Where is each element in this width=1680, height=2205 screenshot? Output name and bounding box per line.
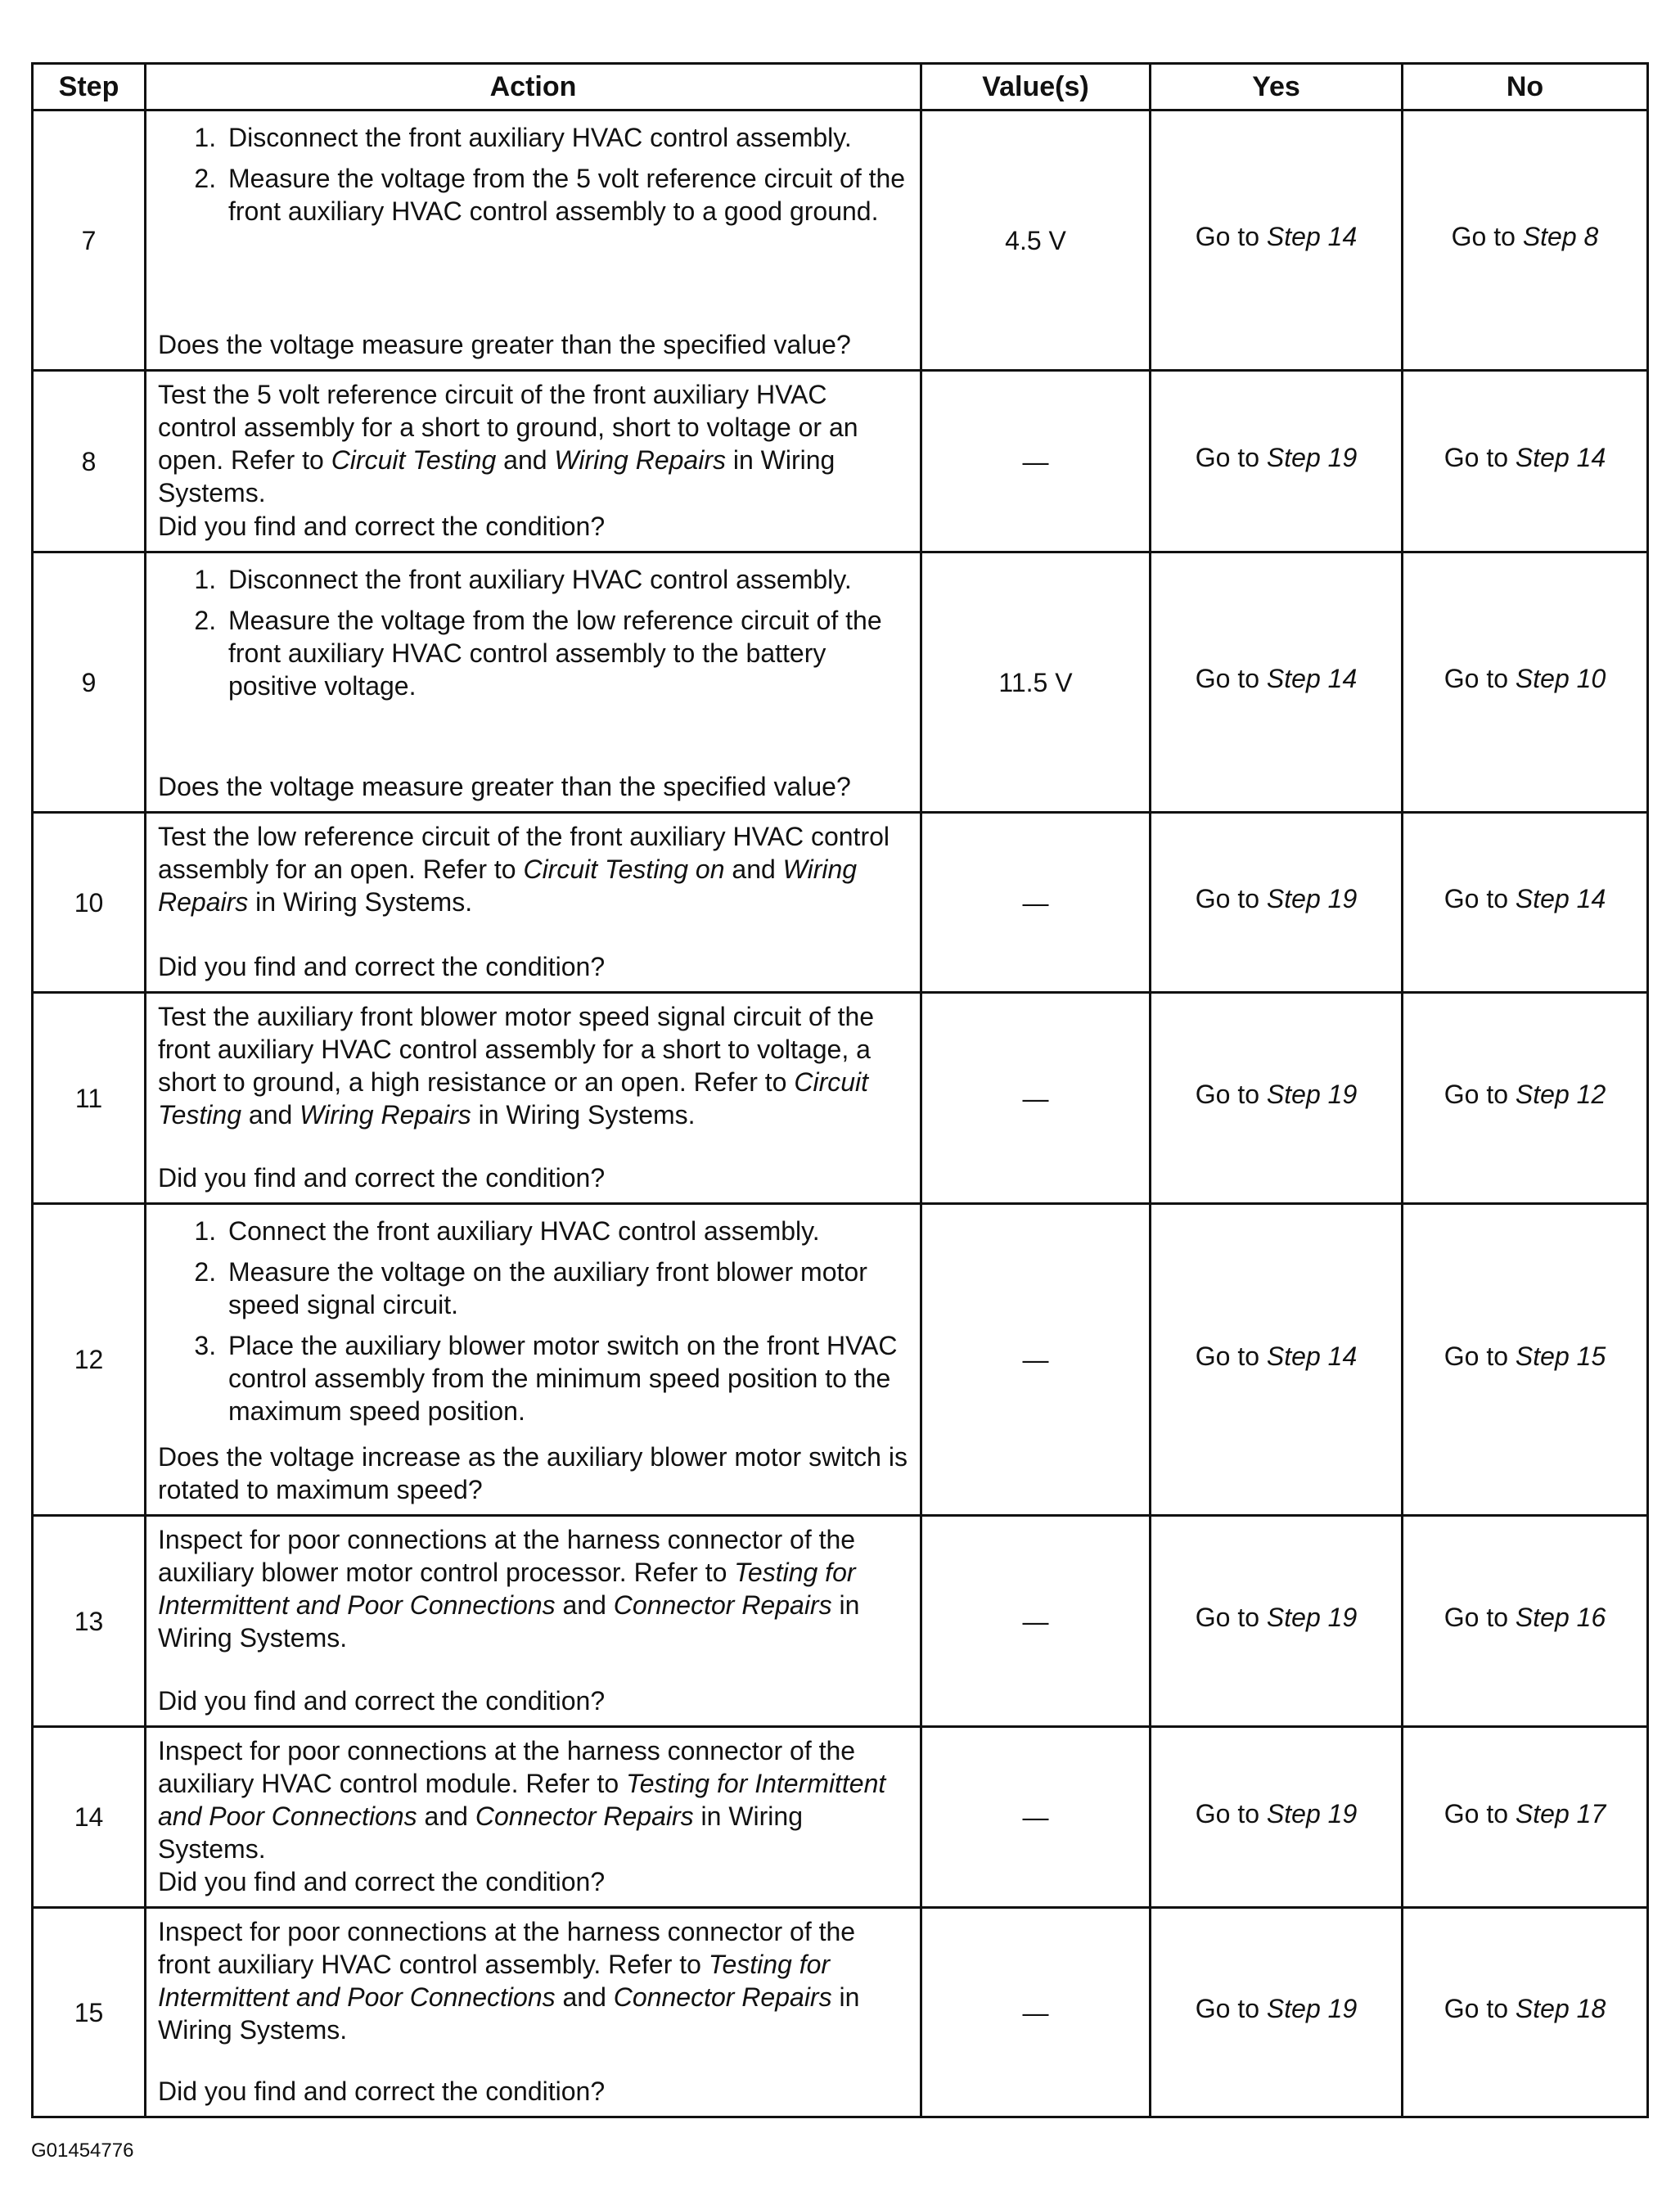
table-row — [33, 1908, 1648, 2117]
header-values: Value(s) — [921, 64, 1151, 110]
no-cell — [1403, 813, 1648, 993]
yes-cell — [1151, 110, 1403, 371]
substep: 2. Measure the voltage from the low reference circuit of the front auxiliary HVAC control assembly to the battery positive voltage. — [223, 604, 908, 702]
goto-step-link[interactable]: Step 10 — [1515, 664, 1606, 693]
action-text — [158, 1523, 908, 1654]
value-cell: — — [921, 1516, 1151, 1727]
action-text-part: Inspect for poor connections at the harness connector of the auxiliary HVAC control module. Refer to — [158, 1736, 856, 1798]
yes-cell — [1151, 993, 1403, 1204]
reference-link[interactable]: Circuit Testing — [331, 445, 497, 475]
action-text-part: in Wiring Systems. — [158, 1982, 860, 2045]
goto-prefix: Go to — [1195, 1080, 1267, 1109]
action-text-part: Test the auxiliary front blower motor speed signal circuit of the front auxiliary HVAC control assembly for a short to voltage, a short to ground, a high resistance or an open. Refer to — [158, 1002, 875, 1097]
header-action: Action — [146, 64, 921, 110]
table-row — [33, 552, 1648, 813]
goto-prefix: Go to — [1444, 1798, 1516, 1828]
action-question: Did you find and correct the condition? — [158, 2076, 606, 2106]
reference-link[interactable]: Wiring Repairs — [554, 445, 726, 475]
goto-prefix: Go to — [1444, 1341, 1516, 1371]
action-text-part: in Wiring Systems. — [158, 445, 835, 507]
action-text — [158, 820, 908, 918]
header-row — [33, 64, 1648, 110]
substep: 3. Place the auxiliary blower motor switch on the front HVAC control assembly from the minimum speed position to the maximum speed position. — [223, 1329, 908, 1427]
substep-list — [158, 563, 908, 710]
step-number: 9 — [33, 552, 146, 813]
action-question: Did you find and correct the condition? — [158, 952, 606, 981]
action-question: Did you find and correct the condition? — [158, 1867, 606, 1896]
value-cell: — — [921, 993, 1151, 1204]
table-row — [33, 993, 1648, 1204]
action-text — [158, 1915, 908, 2046]
yes-cell — [1151, 1727, 1403, 1908]
goto-prefix: Go to — [1195, 1798, 1267, 1828]
action-text-part: Test the low reference circuit of the front auxiliary HVAC control assembly for an open. Refer to — [158, 822, 890, 884]
yes-cell — [1151, 813, 1403, 993]
action-text-part: and — [555, 1590, 614, 1620]
substep-list — [158, 1215, 908, 1436]
goto-step-link[interactable]: Step 18 — [1515, 1994, 1606, 2023]
table-row — [33, 1516, 1648, 1727]
action-text-part: Inspect for poor connections at the harness connector of the auxiliary blower motor control processor. Refer to — [158, 1525, 856, 1587]
value-cell: — — [921, 371, 1151, 552]
action-text-part: and — [241, 1100, 300, 1130]
action-text-part: in Wiring Systems. — [248, 887, 473, 917]
action-cell — [146, 1908, 921, 2117]
header-yes: Yes — [1151, 64, 1403, 110]
no-cell — [1403, 1204, 1648, 1516]
goto-step-link[interactable]: Step 14 — [1266, 222, 1358, 251]
reference-link[interactable]: Testing for Intermittent and Poor Connections — [158, 1558, 856, 1620]
action-cell — [146, 552, 921, 813]
table-row — [33, 1204, 1648, 1516]
action-cell — [146, 371, 921, 552]
value-cell: 11.5 V — [921, 552, 1151, 813]
no-cell — [1403, 993, 1648, 1204]
substep: 1. Disconnect the front auxiliary HVAC control assembly. — [223, 563, 908, 596]
value-cell: — — [921, 1908, 1151, 2117]
goto-prefix: Go to — [1195, 1994, 1267, 2023]
goto-prefix: Go to — [1444, 1994, 1516, 2023]
action-text-part: Inspect for poor connections at the harness connector of the front auxiliary HVAC control assembly. Refer to — [158, 1917, 856, 1979]
goto-step-link[interactable]: Step 14 — [1266, 664, 1358, 693]
no-cell — [1403, 1908, 1648, 2117]
action-text-part: and — [417, 1801, 475, 1831]
step-number: 15 — [33, 1908, 146, 2117]
action-question: Did you find and correct the condition? — [158, 1686, 606, 1716]
goto-step-link[interactable]: Step 8 — [1522, 222, 1599, 251]
step-number: 7 — [33, 110, 146, 371]
substep: 1. Connect the front auxiliary HVAC control assembly. — [223, 1215, 908, 1247]
substep: 1. Disconnect the front auxiliary HVAC control assembly. — [223, 121, 908, 154]
action-text-part: and — [496, 445, 555, 475]
goto-prefix: Go to — [1195, 443, 1267, 472]
header-no: No — [1403, 64, 1648, 110]
yes-cell — [1151, 1516, 1403, 1727]
action-cell — [146, 1516, 921, 1727]
goto-prefix: Go to — [1444, 443, 1516, 472]
action-question: Does the voltage measure greater than the specified value? — [158, 330, 851, 359]
action-text — [158, 378, 908, 509]
step-number: 12 — [33, 1204, 146, 1516]
reference-link[interactable]: Connector Repairs — [475, 1801, 694, 1831]
no-cell — [1403, 1727, 1648, 1908]
yes-cell — [1151, 552, 1403, 813]
action-cell — [146, 993, 921, 1204]
action-cell — [146, 1204, 921, 1516]
diagnostic-table — [31, 62, 1649, 2118]
yes-cell — [1151, 1204, 1403, 1516]
action-text — [158, 1000, 908, 1131]
goto-step-link[interactable]: Step 14 — [1515, 884, 1606, 913]
substep: 2. Measure the voltage from the 5 volt reference circuit of the front auxiliary HVAC control assembly to a good ground. — [223, 162, 908, 228]
no-cell — [1403, 1516, 1648, 1727]
goto-prefix: Go to — [1444, 664, 1516, 693]
goto-step-link[interactable]: Step 19 — [1266, 1080, 1358, 1109]
table-row — [33, 371, 1648, 552]
reference-link[interactable]: Connector Repairs — [613, 1590, 832, 1620]
goto-prefix: Go to — [1451, 222, 1523, 251]
reference-link[interactable]: Circuit Testing on — [523, 854, 725, 884]
reference-link[interactable]: Wiring Repairs — [300, 1100, 471, 1130]
table-row — [33, 1727, 1648, 1908]
action-text-part: Test the 5 volt reference circuit of the front auxiliary HVAC control assembly for a short to ground, short to voltage or an open. Refer to — [158, 380, 858, 475]
goto-step-link[interactable]: Step 17 — [1515, 1798, 1606, 1828]
figure-code: G01454776 — [31, 2140, 134, 2162]
goto-step-link[interactable]: Step 19 — [1266, 884, 1358, 913]
step-number: 10 — [33, 813, 146, 993]
step-number: 14 — [33, 1727, 146, 1908]
goto-step-link[interactable]: Step 19 — [1266, 1798, 1358, 1828]
goto-prefix: Go to — [1195, 1603, 1267, 1632]
action-text-part: in Wiring Systems. — [158, 1801, 803, 1864]
goto-step-link[interactable]: Step 14 — [1515, 443, 1606, 472]
value-cell: 4.5 V — [921, 110, 1151, 371]
reference-link[interactable]: Circuit Testing — [158, 1067, 869, 1130]
action-cell — [146, 813, 921, 993]
action-text-part: and — [724, 854, 783, 884]
goto-step-link[interactable]: Step 12 — [1515, 1080, 1606, 1109]
action-text-part: in Wiring Systems. — [471, 1100, 696, 1130]
goto-step-link[interactable]: Step 16 — [1515, 1603, 1606, 1632]
step-number: 8 — [33, 371, 146, 552]
goto-step-link[interactable]: Step 19 — [1266, 1603, 1358, 1632]
table-row — [33, 110, 1648, 371]
goto-step-link[interactable]: Step 19 — [1266, 443, 1358, 472]
goto-prefix: Go to — [1444, 1080, 1516, 1109]
yes-cell — [1151, 1908, 1403, 2117]
value-cell: — — [921, 1727, 1151, 1908]
action-text — [158, 1734, 908, 1865]
no-cell — [1403, 110, 1648, 371]
action-text-part: in Wiring Systems. — [158, 1590, 860, 1653]
action-question: Did you find and correct the condition? — [158, 1163, 606, 1193]
goto-prefix: Go to — [1195, 664, 1267, 693]
goto-prefix: Go to — [1444, 1603, 1516, 1632]
action-question: Does the voltage increase as the auxiliary blower motor switch is rotated to maximum speed? — [158, 1442, 908, 1504]
goto-step-link[interactable]: Step 14 — [1266, 1341, 1358, 1371]
goto-prefix: Go to — [1195, 884, 1267, 913]
action-question: Does the voltage measure greater than the specified value? — [158, 772, 851, 801]
action-cell — [146, 1727, 921, 1908]
substep: 2. Measure the voltage on the auxiliary front blower motor speed signal circuit. — [223, 1256, 908, 1321]
goto-prefix: Go to — [1195, 1341, 1267, 1371]
reference-link[interactable]: Connector Repairs — [613, 1982, 832, 2012]
step-number: 11 — [33, 993, 146, 1204]
step-number: 13 — [33, 1516, 146, 1727]
reference-link[interactable]: Testing for Intermittent and Poor Connections — [158, 1769, 886, 1831]
action-text-part: and — [555, 1982, 614, 2012]
value-cell: — — [921, 813, 1151, 993]
substep-list — [158, 121, 908, 236]
reference-link[interactable]: Testing for Intermittent and Poor Connections — [158, 1950, 831, 2012]
header-step: Step — [33, 64, 146, 110]
no-cell — [1403, 552, 1648, 813]
goto-step-link[interactable]: Step 15 — [1515, 1341, 1606, 1371]
table-row — [33, 813, 1648, 993]
goto-step-link[interactable]: Step 19 — [1266, 1994, 1358, 2023]
action-cell — [146, 110, 921, 371]
no-cell — [1403, 371, 1648, 552]
action-question: Did you find and correct the condition? — [158, 512, 606, 541]
goto-prefix: Go to — [1195, 222, 1267, 251]
reference-link[interactable]: Wiring Repairs — [158, 854, 858, 917]
value-cell: — — [921, 1204, 1151, 1516]
goto-prefix: Go to — [1444, 884, 1516, 913]
yes-cell — [1151, 371, 1403, 552]
